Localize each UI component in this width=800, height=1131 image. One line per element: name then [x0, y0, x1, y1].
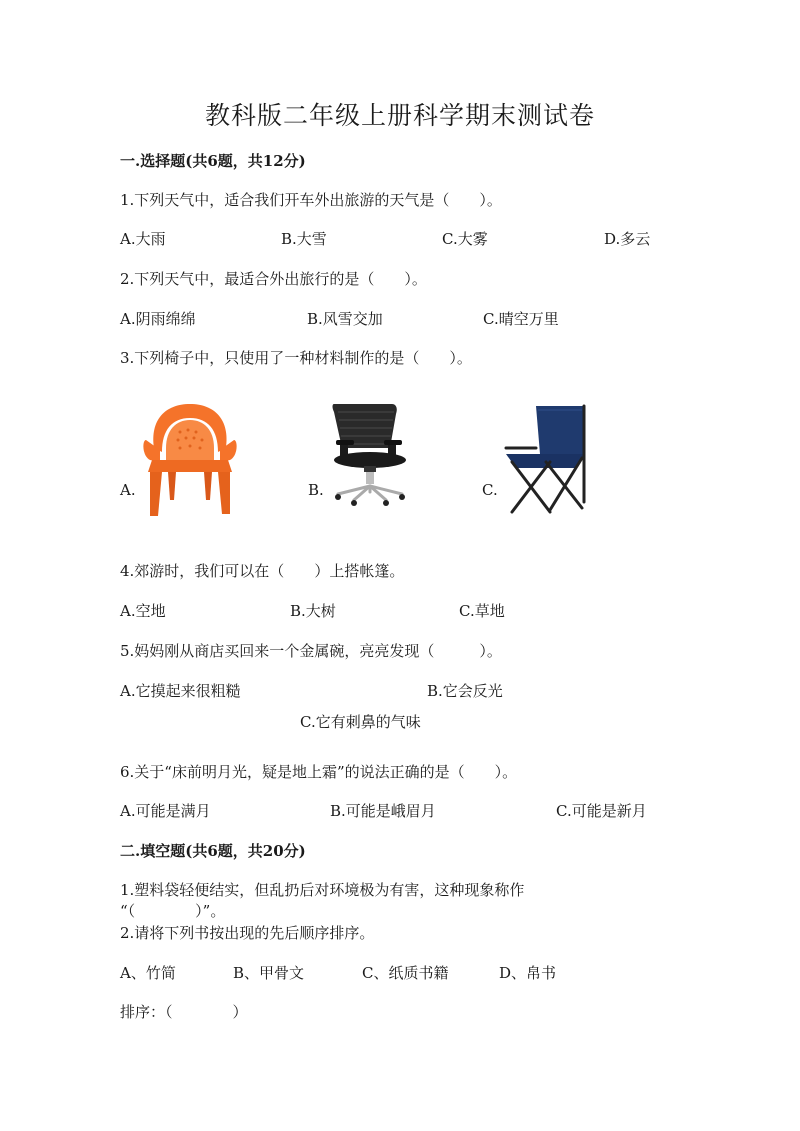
q6-option-b[interactable]: B.可能是峨眉月: [330, 802, 436, 820]
q3-option-b[interactable]: B.: [308, 481, 324, 499]
q3-option-c[interactable]: C.: [482, 481, 498, 499]
fill-question-2: 2.请将下列书按出现的先后顺序排序。: [120, 924, 375, 942]
section-2-heading: 二.填空题(共6题，共20分): [120, 842, 306, 860]
q1-option-a[interactable]: A.大雨: [120, 230, 166, 248]
question-4: 4.郊游时，我们可以在（ ）上搭帐篷。: [120, 562, 405, 580]
q1-option-d[interactable]: D.多云: [604, 230, 651, 248]
page-title: 教科版二年级上册科学期末测试卷: [204, 101, 595, 130]
q2-book-b: B、甲骨文: [233, 964, 305, 982]
q2-option-a[interactable]: A.阴雨绵绵: [120, 310, 196, 328]
fill-question-1-line-2[interactable]: “（ ）”。: [120, 902, 226, 920]
question-5: 5.妈妈刚从商店买回来一个金属碗，亮亮发现（ ）。: [120, 642, 502, 660]
q5-option-c[interactable]: C.它有刺鼻的气味: [300, 713, 421, 731]
section-1-heading: 一.选择题(共6题，共12分): [120, 152, 306, 170]
q2-book-a: A、竹简: [120, 964, 176, 982]
q4-option-a[interactable]: A.空地: [120, 602, 166, 620]
q2-option-b[interactable]: B.风雪交加: [307, 310, 383, 328]
q5-option-a[interactable]: A.它摸起来很粗糙: [120, 682, 241, 700]
q1-option-b[interactable]: B.大雪: [281, 230, 327, 248]
q6-option-c[interactable]: C.可能是新月: [556, 802, 647, 820]
q3-option-a[interactable]: A.: [120, 481, 136, 499]
q4-option-b[interactable]: B.大树: [290, 602, 336, 620]
q5-option-b[interactable]: B.它会反光: [427, 682, 503, 700]
q6-option-a[interactable]: A.可能是满月: [120, 802, 211, 820]
sort-answer-blank[interactable]: 排序：（ ）: [120, 1003, 248, 1021]
q2-book-c: C、纸质书籍: [362, 964, 449, 982]
fill-question-1-line-1: 1.塑料袋轻便结实，但乱扔后对环境极为有害，这种现象称作: [120, 881, 525, 899]
q4-option-c[interactable]: C.草地: [459, 602, 505, 620]
question-1: 1.下列天气中，适合我们开车外出旅游的天气是（ ）。: [120, 191, 502, 209]
question-3: 3.下列椅子中，只使用了一种材料制作的是（ ）。: [120, 349, 472, 367]
q2-option-c[interactable]: C.晴空万里: [483, 310, 559, 328]
q2-book-d: D、帛书: [499, 964, 557, 982]
q1-option-c[interactable]: C.大雾: [442, 230, 488, 248]
question-6: 6.关于“床前明月光，疑是地上霜”的说法正确的是（ ）。: [120, 763, 518, 781]
office-chair-image[interactable]: [326, 400, 410, 506]
question-2: 2.下列天气中，最适合外出旅行的是（ ）。: [120, 270, 427, 288]
folding-chair-image[interactable]: [500, 402, 590, 516]
plastic-chair-image[interactable]: [140, 400, 240, 518]
